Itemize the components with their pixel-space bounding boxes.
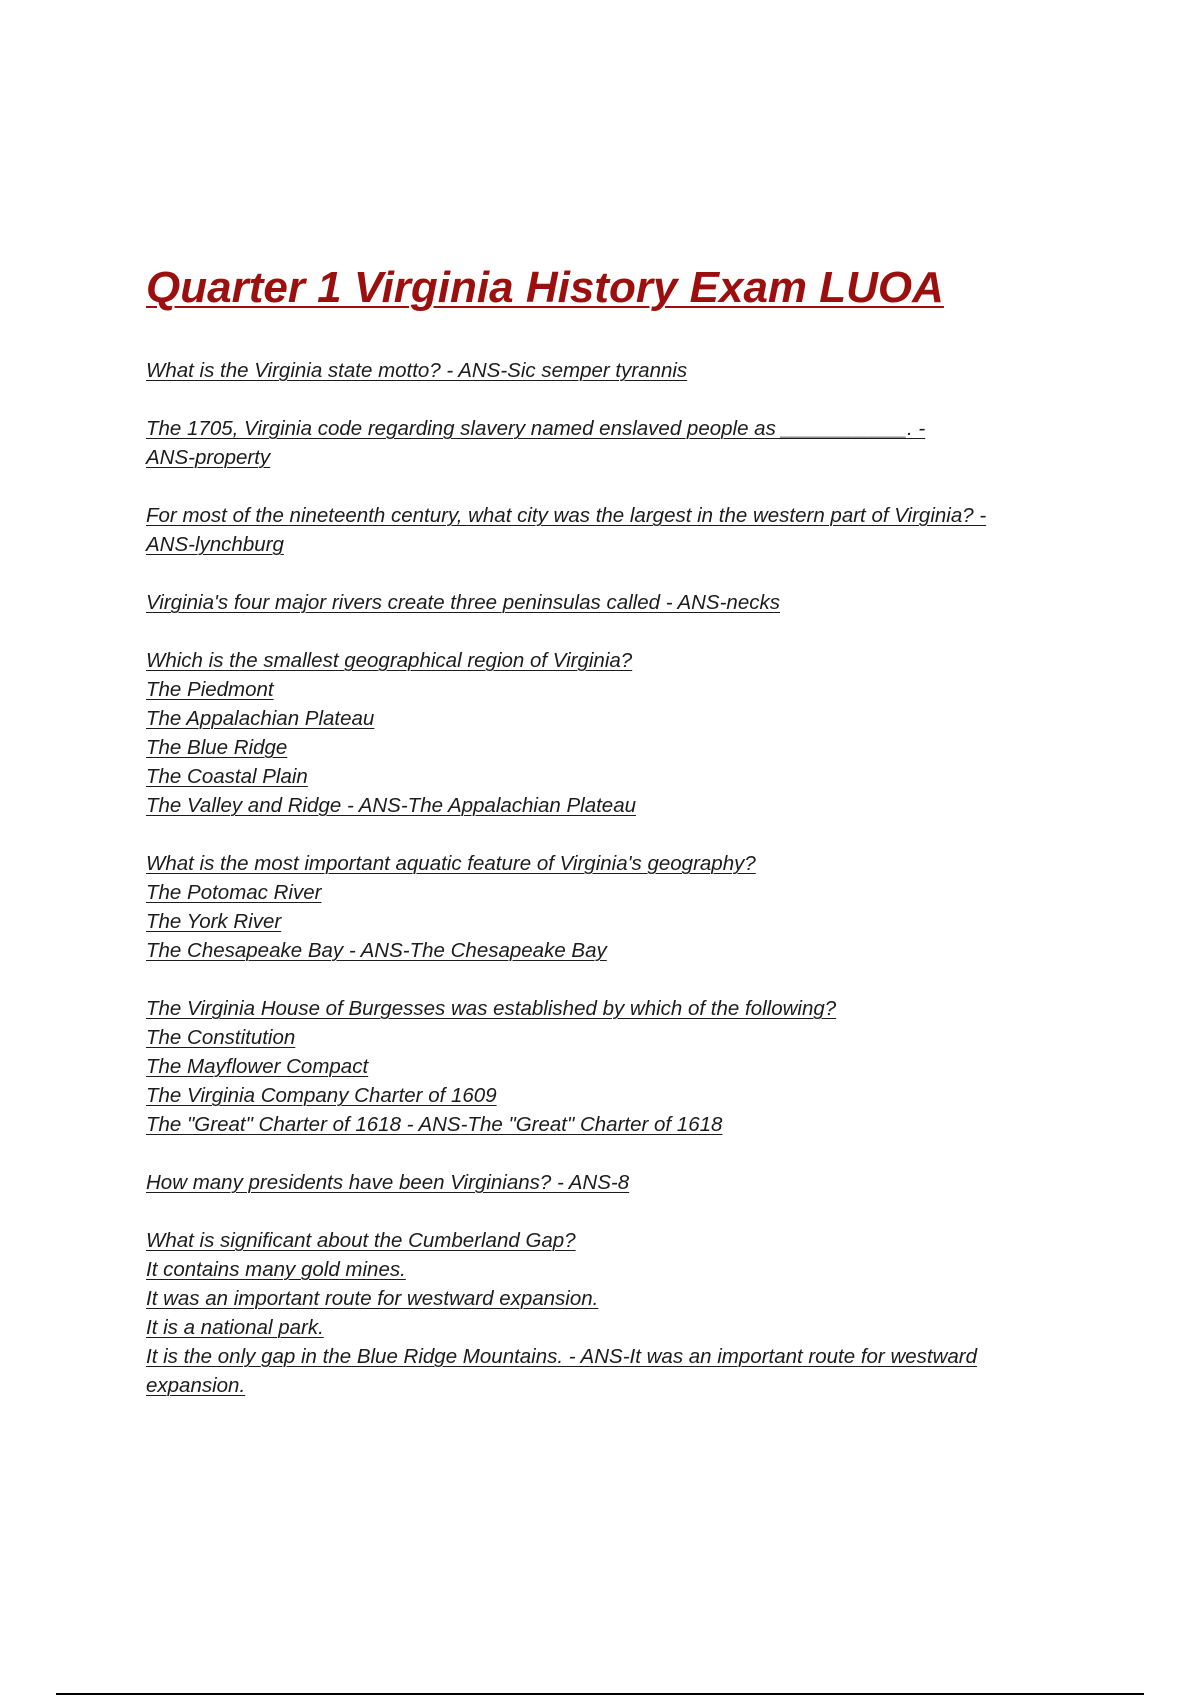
question-text: What is the most important aquatic feature of Virginia's geography?	[146, 852, 756, 875]
answer-line: The York River	[146, 910, 282, 933]
qa-item	[146, 1226, 1076, 1400]
answer-line: The Virginia Company Charter of 1609	[146, 1084, 497, 1107]
question-text: The 1705, Virginia code regarding slavery named enslaved people as ___________. -	[146, 417, 926, 440]
question-text: Which is the smallest geographical region of Virginia?	[146, 649, 633, 672]
answer-line: It contains many gold mines.	[146, 1258, 406, 1281]
answer-line: It is the only gap in the Blue Ridge Mountains. - ANS-It was an important route for westward	[146, 1345, 978, 1368]
qa-item	[146, 849, 1076, 965]
answer-line: The Coastal Plain	[146, 765, 308, 788]
answer-line: The Valley and Ridge - ANS-The Appalachian Plateau	[146, 794, 637, 817]
question-text: What is significant about the Cumberland Gap?	[146, 1229, 576, 1252]
qa-item	[146, 994, 1076, 1139]
qa-item	[146, 1168, 1076, 1197]
answer-line: The Blue Ridge	[146, 736, 288, 759]
answer-line: The "Great" Charter of 1618 - ANS-The "Great" Charter of 1618	[146, 1113, 723, 1136]
footer-rule	[56, 1693, 1144, 1695]
qa-item	[146, 646, 1076, 820]
answer-line: ANS-lynchburg	[146, 533, 284, 556]
qa-list	[146, 356, 1076, 1429]
answer-line: The Appalachian Plateau	[146, 707, 375, 730]
question-text: What is the Virginia state motto? - ANS-Sic semper tyrannis	[146, 359, 688, 382]
answer-line: The Mayflower Compact	[146, 1055, 369, 1078]
answer-line: It is a national park.	[146, 1316, 324, 1339]
qa-item	[146, 501, 1076, 559]
question-text: For most of the nineteenth century, what city was the largest in the western part of Virginia? -	[146, 504, 987, 527]
answer-line: The Chesapeake Bay - ANS-The Chesapeake Bay	[146, 939, 607, 962]
qa-item	[146, 356, 1076, 385]
answer-line: ANS-property	[146, 446, 271, 469]
qa-item	[146, 588, 1076, 617]
answer-line: The Constitution	[146, 1026, 296, 1049]
page-title: Quarter 1 Virginia History Exam LUOA	[146, 263, 944, 312]
qa-item	[146, 414, 1076, 472]
answer-line: The Piedmont	[146, 678, 274, 701]
question-text: How many presidents have been Virginians? - ANS-8	[146, 1171, 630, 1194]
answer-line: The Potomac River	[146, 881, 322, 904]
question-text: Virginia's four major rivers create three peninsulas called - ANS-necks	[146, 591, 780, 614]
question-text: The Virginia House of Burgesses was established by which of the following?	[146, 997, 837, 1020]
answer-line: It was an important route for westward expansion.	[146, 1287, 599, 1310]
answer-line: expansion.	[146, 1374, 246, 1397]
